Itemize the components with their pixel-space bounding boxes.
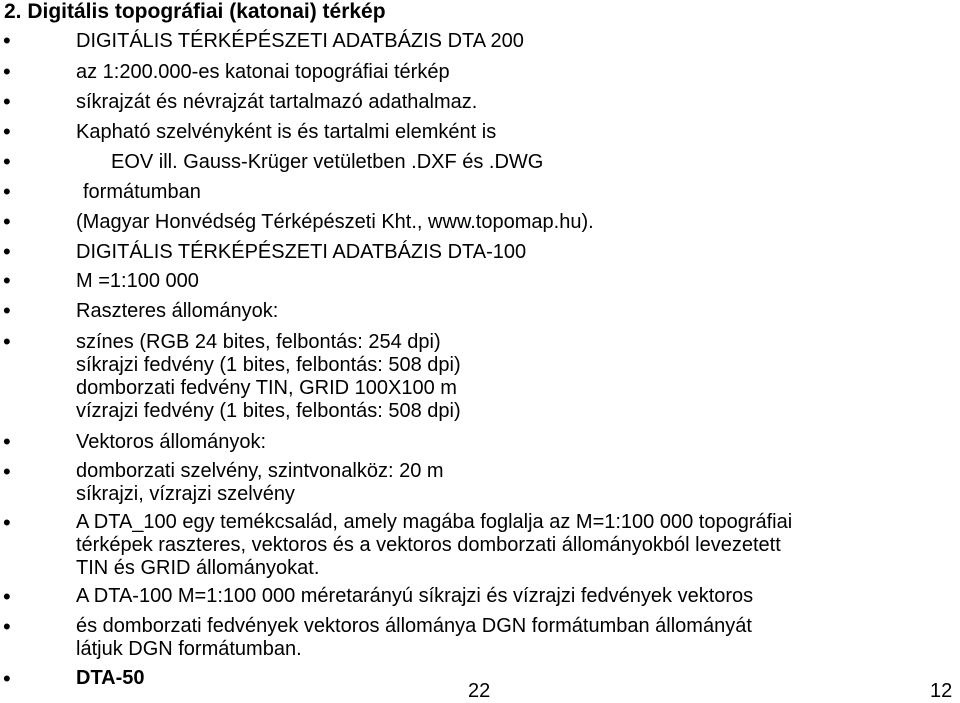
dta200-line: EOV ill. Gauss-Krüger vetületben .DXF és .DWG [111, 151, 544, 173]
bullet-dot: • [3, 510, 11, 535]
dta200-line: formátumban [83, 181, 201, 203]
raster-line: vízrajzi fedvény (1 bites, felbontás: 508 dpi) [76, 400, 461, 422]
product-line: térképek raszteres, vektoros és a vektoros domborzati állományokból levezetett [76, 534, 781, 556]
bullet-dot: • [3, 179, 11, 204]
bullet-dot: • [3, 119, 11, 144]
page-number-right: 12 [930, 680, 953, 702]
bullet-dot: • [3, 329, 11, 354]
bullet-dot: • [3, 59, 11, 84]
raster-line: színes (RGB 24 bites, felbontás: 254 dpi) [76, 331, 441, 353]
dta200-line: Kapható szelvényként is és tartalmi elemként is [76, 121, 497, 143]
bullet-dot: • [3, 584, 11, 609]
dta100-vector-line: A DTA-100 M=1:100 000 méretarányú síkrajzi és vízrajzi fedvények vektoros [76, 585, 754, 607]
vector-heading: Vektoros állományok: [76, 431, 267, 453]
bullet-dot: • [3, 89, 11, 114]
raster-line: síkrajzi fedvény (1 bites, felbontás: 508 dpi) [76, 354, 461, 376]
product-line: TIN és GRID állományokat. [76, 557, 320, 579]
vector-line: síkrajzi, vízrajzi szelvény [76, 483, 295, 505]
bullet-dot: • [3, 429, 11, 454]
bullet-dot: • [3, 614, 11, 639]
raster-line: domborzati fedvény TIN, GRID 100X100 m [76, 377, 457, 399]
dta100-heading: DIGITÁLIS TÉRKÉPÉSZETI ADATBÁZIS DTA-100 [76, 241, 527, 263]
bullet-dot: • [3, 268, 11, 293]
dta100-vector-line: látjuk DGN formátumban. [76, 638, 302, 660]
bullet-dot: • [3, 28, 11, 53]
dta200-line: az 1:200.000-es katonai topográfiai térkép [76, 61, 450, 83]
dta50-heading: DTA-50 [76, 667, 145, 689]
dta200-heading: DIGITÁLIS TÉRKÉPÉSZETI ADATBÁZIS DTA 200 [76, 30, 524, 52]
bullet-dot: • [3, 459, 11, 484]
dta200-line: (Magyar Honvédség Térképészeti Kht., www.topomap.hu). [76, 211, 594, 233]
bullet-dot: • [3, 666, 11, 691]
bullet-dot: • [3, 209, 11, 234]
bullet-dot: • [3, 298, 11, 323]
product-line: A DTA_100 egy temékcsalád, amely magába foglalja az M=1:100 000 topográfiai [76, 511, 793, 533]
dta200-line: síkrajzát és névrajzát tartalmazó adathalmaz. [76, 91, 478, 113]
page-title: 2. Digitális topográfiai (katonai) térkép [4, 0, 386, 23]
vector-line: domborzati szelvény, szintvonalköz: 20 m [76, 460, 444, 482]
dta100-scale: M =1:100 000 [76, 270, 199, 292]
page-number-center: 22 [468, 680, 491, 702]
bullet-dot: • [3, 149, 11, 174]
bullet-dot: • [3, 239, 11, 264]
dta100-vector-line: és domborzati fedvények vektoros állománya DGN formátumban állományát [76, 615, 752, 637]
raster-heading: Raszteres állományok: [76, 300, 279, 322]
